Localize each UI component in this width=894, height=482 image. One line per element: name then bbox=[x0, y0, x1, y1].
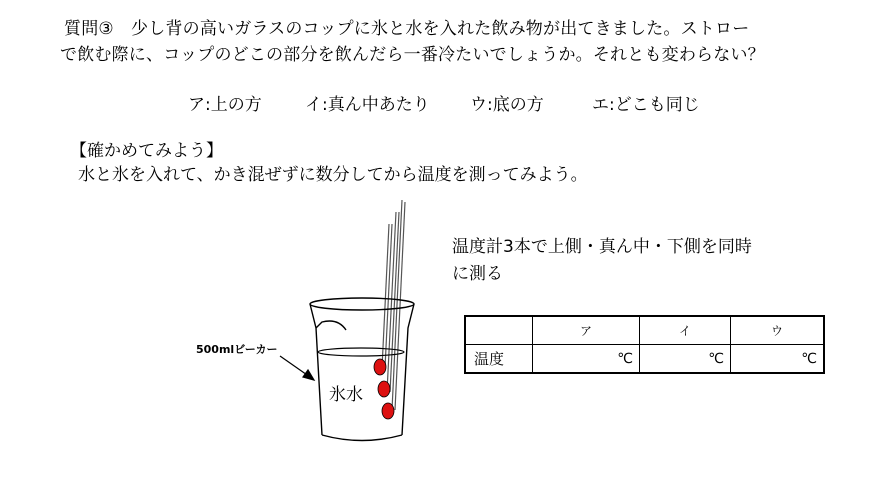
measurement-note bbox=[452, 234, 752, 288]
contents-label: 氷水 bbox=[329, 385, 363, 405]
section-title: 【確かめてみよう】 bbox=[70, 141, 223, 161]
question-line-1: 質問③ 少し背の高いガラスのコップに氷と水を入れた飲み物が出てきました。ストロー bbox=[64, 19, 750, 39]
row-label: 温度 bbox=[465, 345, 533, 374]
table-header-cell: ア bbox=[533, 316, 640, 345]
table-header-cell: イ bbox=[640, 316, 731, 345]
option-i: イ:真ん中あたり bbox=[305, 95, 430, 115]
table-header-row bbox=[465, 316, 824, 345]
thermometer-rods bbox=[382, 200, 405, 410]
beaker-label: 500mlビーカー bbox=[196, 343, 278, 356]
note-line-2: に測る bbox=[452, 264, 503, 284]
option-u: ウ:底の方 bbox=[470, 95, 544, 115]
temp-cell-u: ℃ bbox=[731, 345, 825, 374]
temp-cell-a: ℃ bbox=[533, 345, 640, 374]
sensor-tip bbox=[382, 403, 394, 419]
option-a: ア:上の方 bbox=[188, 95, 262, 115]
note-line-1: 温度計3本で上側・真ん中・下側を同時 bbox=[452, 237, 752, 257]
sensor-tip bbox=[374, 359, 386, 375]
temp-cell-i: ℃ bbox=[640, 345, 731, 374]
pointer-arrow bbox=[280, 356, 314, 380]
table-header-cell bbox=[465, 316, 533, 345]
table-row bbox=[465, 345, 824, 374]
temperature-table bbox=[464, 315, 825, 374]
question-line-2: で飲む際に、コップのどこの部分を飲んだら一番冷たいでしょうか。それとも変わらない？ bbox=[60, 45, 765, 65]
option-e: エ:どこも同じ bbox=[592, 95, 700, 115]
section-body: 水と氷を入れて、かき混ぜずに数分してから温度を測ってみよう。 bbox=[78, 165, 588, 185]
beaker-outline bbox=[310, 298, 414, 441]
table-header-cell: ウ bbox=[731, 316, 825, 345]
water-surface bbox=[318, 348, 404, 356]
sensor-tip bbox=[378, 381, 390, 397]
